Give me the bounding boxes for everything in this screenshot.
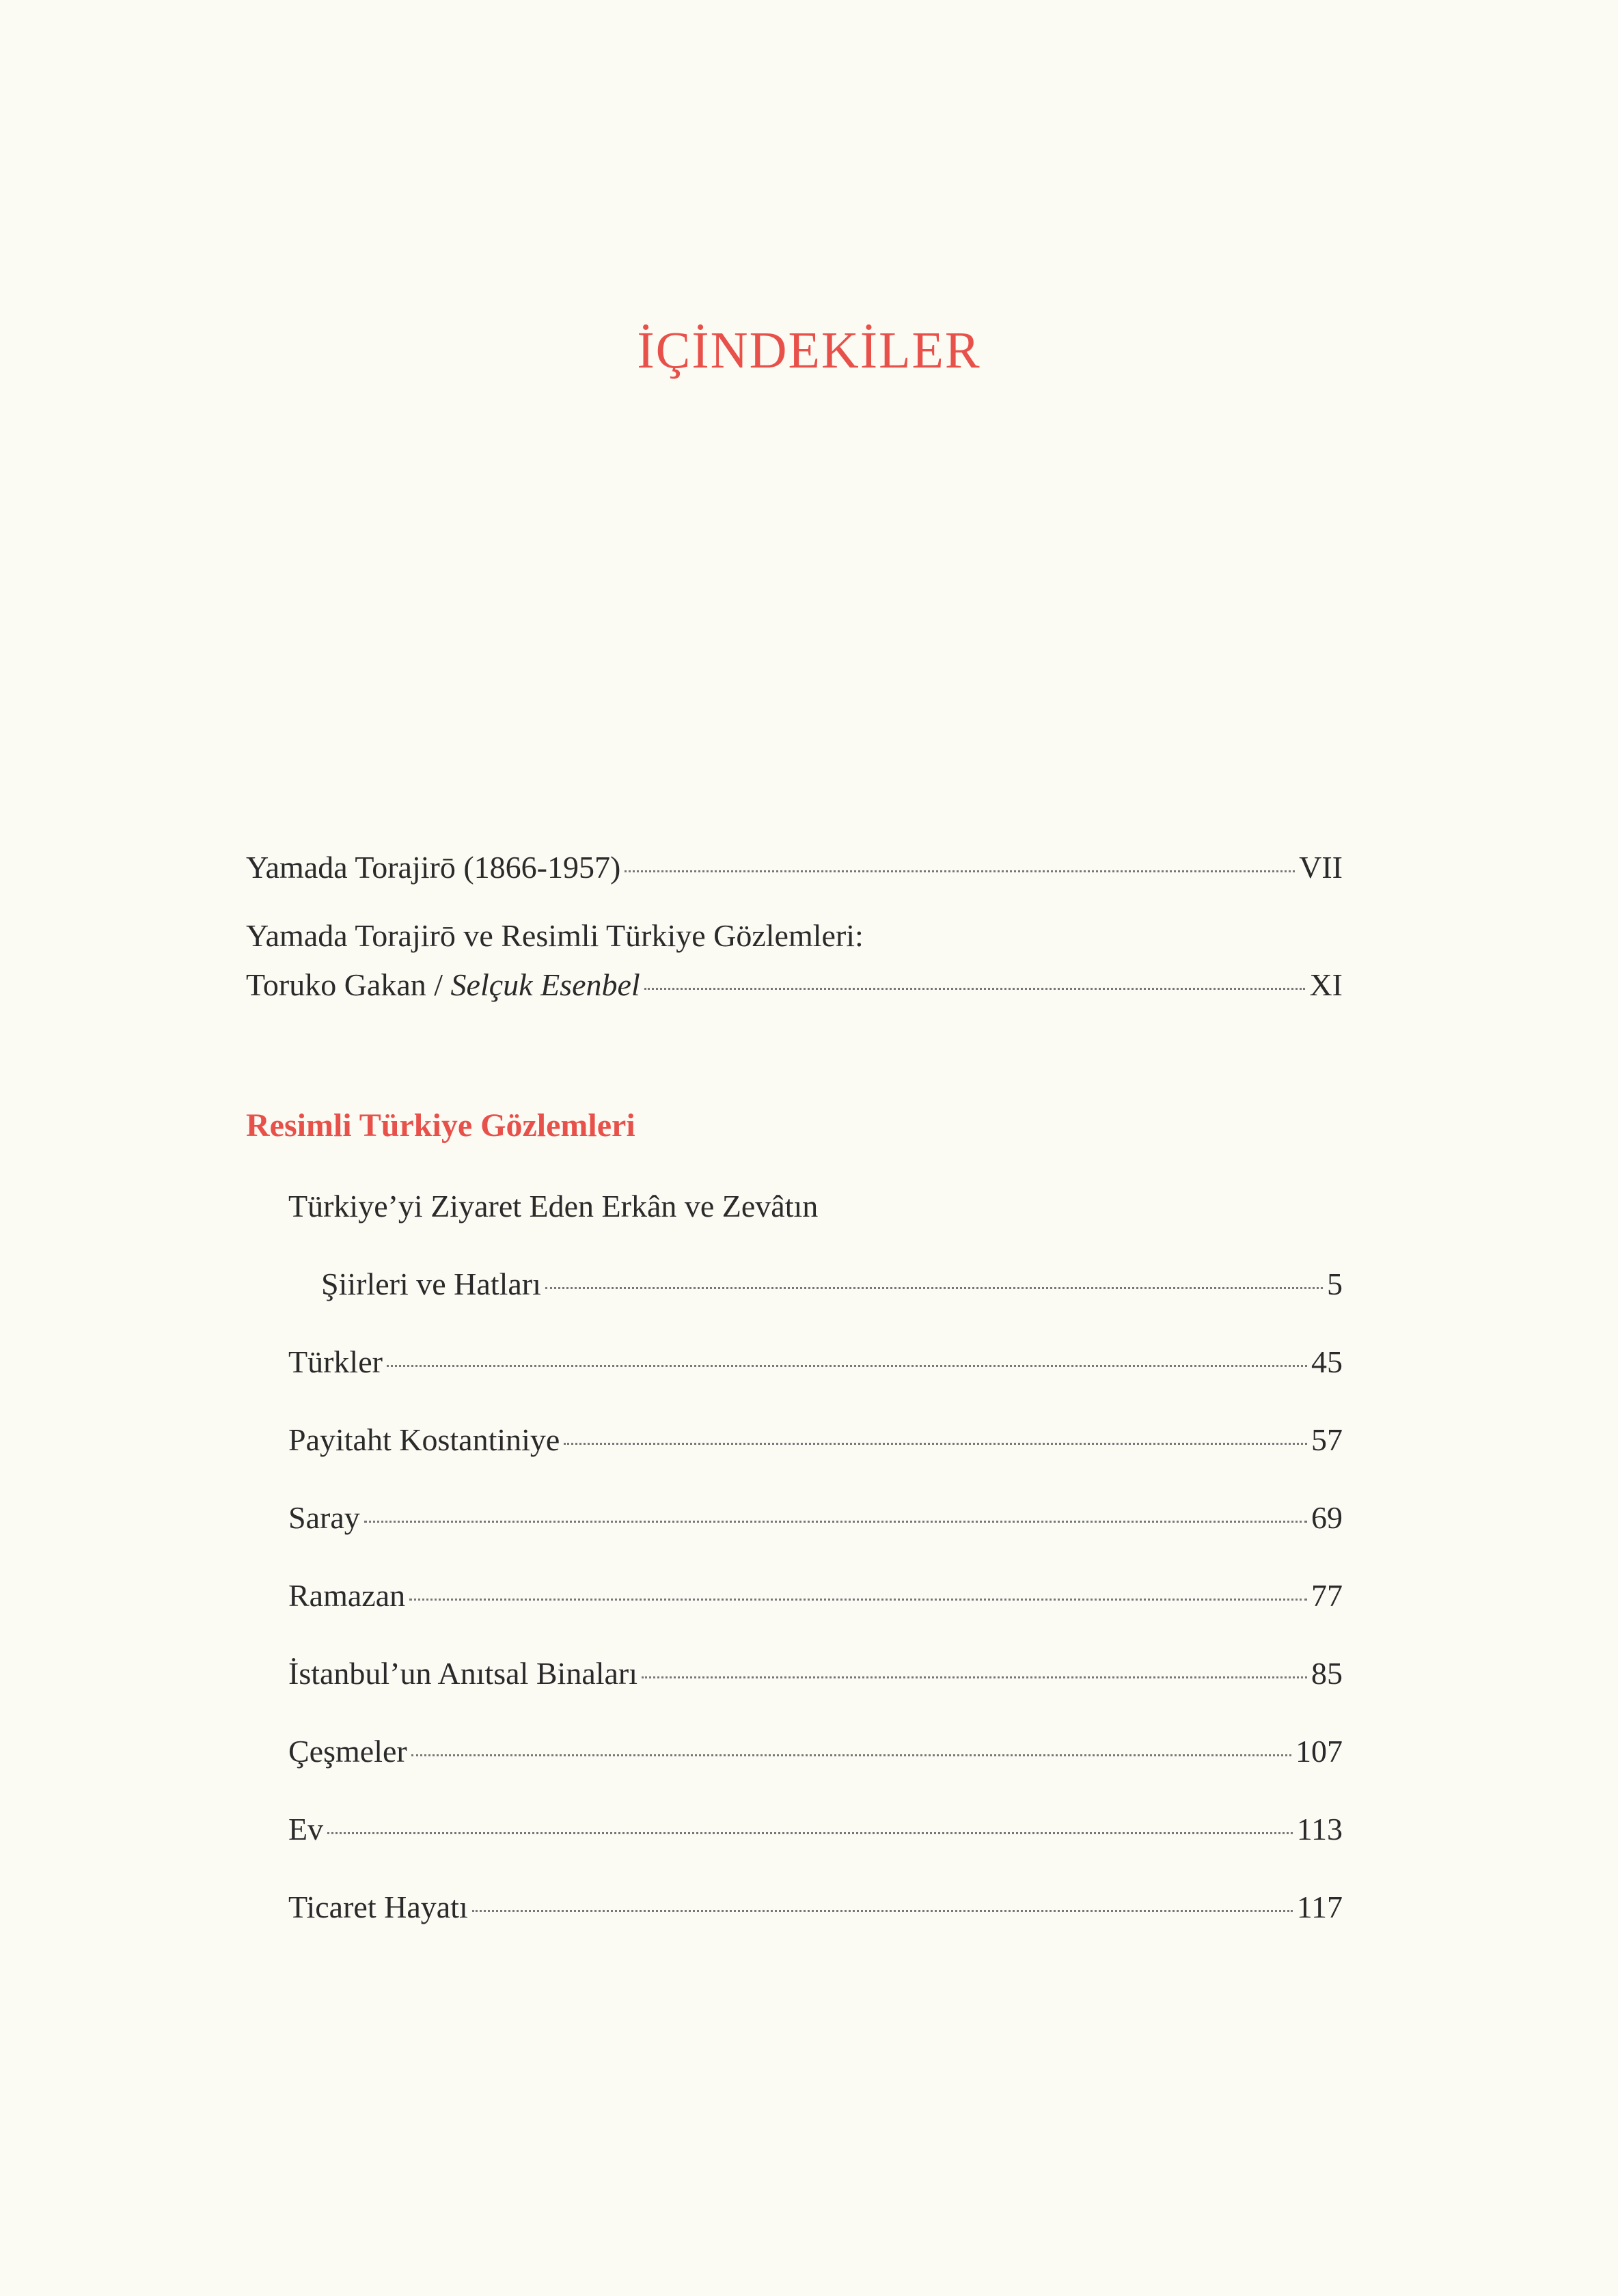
- toc-entry-label: Türkler: [288, 1344, 383, 1379]
- toc-entry-label: Ticaret Hayatı: [288, 1890, 468, 1924]
- toc-entry[interactable]: [288, 1497, 1343, 1538]
- dot-leader: [545, 1287, 1323, 1289]
- toc-entry-page: 69: [1311, 1500, 1343, 1535]
- toc-entry[interactable]: [288, 1731, 1343, 1772]
- toc-entry-label: Şiirleri ve Hatları: [321, 1267, 541, 1301]
- toc-entry-label: Çeşmeler: [288, 1734, 407, 1769]
- toc-entry-author: Selçuk Esenbel: [450, 967, 640, 1002]
- toc-entry-page: 77: [1311, 1578, 1343, 1613]
- toc-entry-label: Payitaht Kostantiniye: [288, 1422, 560, 1457]
- toc-entry-page: 45: [1311, 1344, 1343, 1379]
- toc-entry-page: VII: [1299, 850, 1343, 885]
- toc-entry-page: 117: [1296, 1890, 1343, 1924]
- toc-entry-label-line1: Türkiye’yi Ziyaret Eden Erkân ve Zevâtın: [288, 1189, 819, 1223]
- toc-entry-page: 85: [1311, 1656, 1343, 1691]
- toc-entry-label: Saray: [288, 1500, 360, 1535]
- dot-leader: [472, 1910, 1293, 1912]
- toc-entry[interactable]: [288, 1420, 1343, 1461]
- dot-leader: [409, 1599, 1307, 1601]
- toc-entry-label: Ramazan: [288, 1578, 406, 1613]
- dot-leader: [644, 988, 1306, 990]
- toc-entry[interactable]: [288, 1575, 1343, 1616]
- dot-leader: [564, 1443, 1307, 1445]
- toc-entry-page: 107: [1295, 1734, 1343, 1769]
- toc-entry-page: XI: [1309, 967, 1343, 1002]
- dot-leader: [364, 1521, 1307, 1523]
- toc-entry[interactable]: [288, 1887, 1343, 1928]
- toc-entry[interactable]: [288, 1653, 1343, 1694]
- toc-entry[interactable]: [246, 965, 1343, 1006]
- toc-entry-page: 113: [1296, 1812, 1343, 1847]
- toc-entry-label: [246, 965, 640, 1006]
- dot-leader: [411, 1754, 1291, 1756]
- section-heading: Resimli Türkiye Gözlemleri: [246, 1107, 635, 1144]
- toc-entry-title: Toruko Gakan /: [246, 967, 451, 1002]
- toc-entry-label: İstanbul’un Anıtsal Binaları: [288, 1656, 638, 1691]
- dot-leader: [327, 1832, 1293, 1834]
- toc-entry[interactable]: [246, 847, 1343, 888]
- page-title: İÇİNDEKİLER: [637, 322, 981, 379]
- toc-entry-page: 57: [1311, 1422, 1343, 1457]
- toc-entry[interactable]: [288, 1809, 1343, 1850]
- toc-entry-label: Ev: [288, 1812, 324, 1847]
- toc-entry[interactable]: [288, 1342, 1343, 1383]
- dot-leader: [642, 1676, 1307, 1678]
- toc-entry-label: Yamada Torajirō (1866-1957): [246, 850, 621, 885]
- toc-entry-label-line1: Yamada Torajirō ve Resimli Türkiye Gözlemleri:: [246, 918, 864, 953]
- toc-entry-page: 5: [1327, 1267, 1343, 1301]
- dot-leader: [387, 1365, 1307, 1367]
- dot-leader: [625, 870, 1295, 872]
- toc-entry[interactable]: [321, 1264, 1343, 1305]
